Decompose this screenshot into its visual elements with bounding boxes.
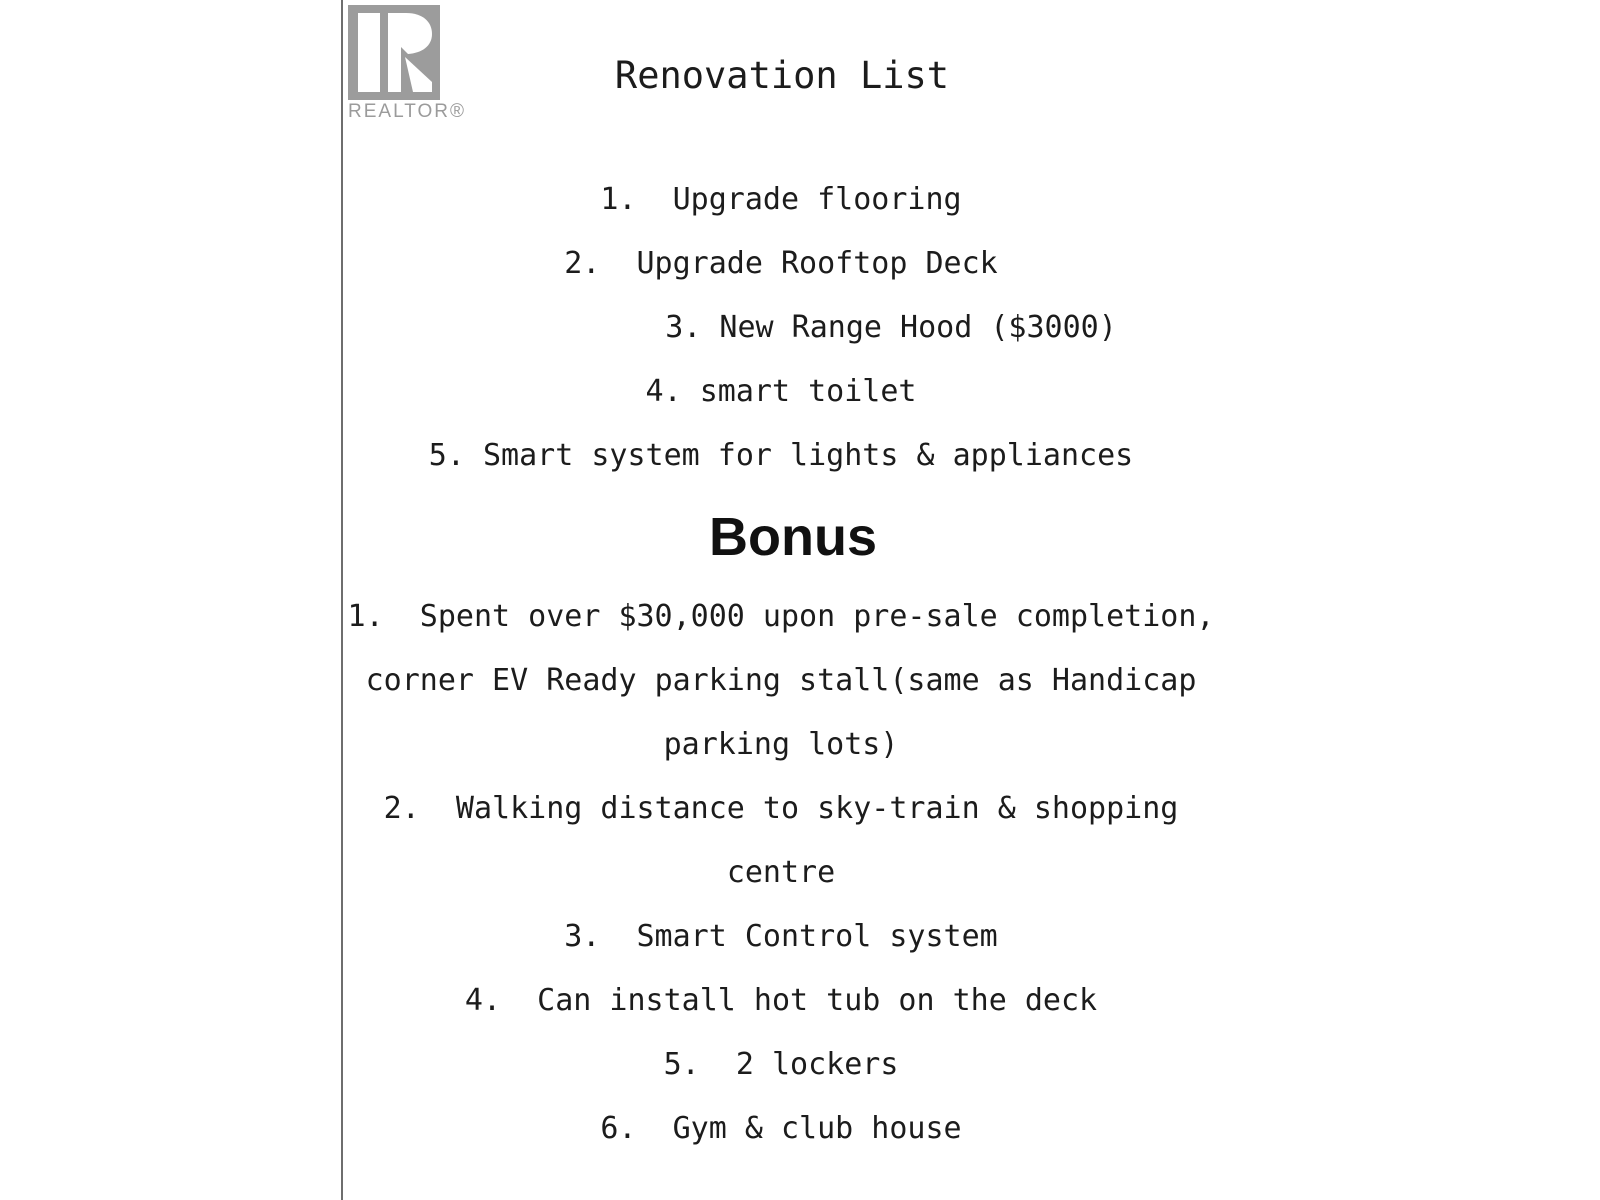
renovation-item-2: 2. Upgrade Rooftop Deck [564, 246, 998, 281]
renovation-item-1: 1. Upgrade flooring [600, 182, 962, 217]
bonus-item-1-line-2: corner EV Ready parking stall(same as Handicap [365, 663, 1197, 698]
renovation-item-4: 4. smart toilet [645, 374, 917, 409]
bonus-item-2-line-1: 2. Walking distance to sky-train & shopping [383, 791, 1179, 826]
bonus-item-5: 5. 2 lockers [663, 1047, 899, 1082]
realtor-logo-label: REALTOR® [348, 101, 466, 122]
renovation-item-5: 5. Smart system for lights & appliances [428, 438, 1134, 473]
flyer-content [331, 168, 1231, 1161]
bonus-heading: Bonus [709, 507, 877, 567]
bonus-list [331, 585, 1231, 1161]
bonus-item-6: 6. Gym & club house [600, 1111, 962, 1146]
bonus-item-2-line-2: centre [726, 855, 836, 890]
bonus-item-4: 4. Can install hot tub on the deck [464, 983, 1098, 1018]
bonus-item-3: 3. Smart Control system [564, 919, 998, 954]
renovation-list [331, 168, 1231, 488]
renovation-item-3: 3. New Range Hood ($3000) [665, 310, 1117, 345]
page-title: Renovation List [614, 54, 950, 97]
bonus-item-1-line-1: 1. Spent over $30,000 upon pre-sale completion, [347, 599, 1215, 634]
bonus-item-1-line-3: parking lots) [663, 727, 899, 762]
